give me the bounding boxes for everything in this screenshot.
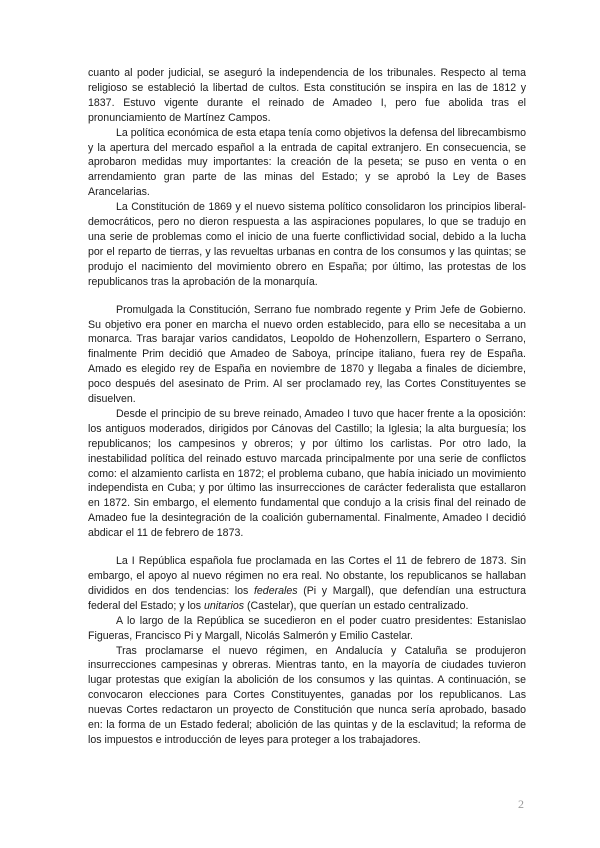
page-number: 2 (518, 797, 524, 811)
paragraph-serrano-regent: Promulgada la Constitución, Serrano fue nombrado regente y Prim Jefe de Gobierno. Su objetivo era poner en marcha el nuevo orden establecido, para ello se necesitaba a un monarca. Tras barajar varios candidatos, Leopoldo de Hohenzollern, Espartero o Serrano, finalmente Prim decidió que Amadeo de Saboya, príncipe italiano, fuera rey de España. Amado es elegido rey de España en noviembre de 1870 y llegaba a finales de diciembre, poco después del asesinato de Prim. Al ser proclamado rey, las Cortes Constituyentes se disuelven. (88, 303, 526, 406)
federales-term: federales (253, 584, 298, 597)
republic-text-start: La I República española fue proclamada en las Cortes el 11 de febrero de 1873. Sin embargo, el apoyo al nuevo régimen no era real. No obstante, los republicanos se hallaban divididos en dos tendencias: los (88, 555, 526, 597)
paragraph-constitution-1869: La Constitución de 1869 y el nuevo sistema político consolidaron los principios liberal-democráticos, pero no dieron respuesta a las aspiraciones populares, lo que se tradujo en una serie de problemas como el inicio de una fuerte conflictividad social, debido a la lucha por el reparto de tierras, y las revueltas urbanas en contra de los consumos y las quintas; se produjo el nacimiento del movimiento obrero en España; por último, las protestas de los republicanos tras la aprobación de la monarquía. (88, 201, 526, 288)
paragraph-judicial-religion: cuanto al poder judicial, se aseguró la independencia de los tribunales. Respecto al tema religioso se estableció la libertad de cultos. Esta constitución se inspira en las de 1812 y 1837. Estuvo vigente durante el reinado de Amadeo I, pero fue abolida tras el pronunciamiento de Martínez Campos. (88, 67, 526, 124)
paragraph-amadeo-reign: Desde el principio de su breve reinado, Amadeo I tuvo que hacer frente a la oposición: los antiguos moderados, dirigidos por Cánovas del Castillo; la Iglesia; la alta burguesía; los republicanos; los campesinos y obreros; y por último los carlistas. Por otro lado, la inestabilidad política del reinado estuvo marcada principalmente por una serie de conflictos como: el alzamiento carlista en 1872; el problema cubano, que había iniciado un movimiento independista en Cuba; y por último las insurrecciones de carácter federalista que estallaron en 1872. Sin embargo, el elemento fundamental que condujo a la crisis final del reinado de Amadeo fue la desintegración de la coalición gubernamental. Finalmente, Amadeo I decidió abdicar el 11 de febrero de 1873. (88, 407, 526, 540)
republic-text-middle: (Pi y Margall), que defendían una estructura federal del Estado; y los (88, 584, 527, 612)
paragraph-insurrections: Tras proclamarse el nuevo régimen, en Andalucía y Cataluña se produjeron insurrecciones campesinas y obreras. Mientras tanto, en la mayoría de ciudades tuvieron lugar protestas que exigían la abolición de los consumos y las quintas. A continuación, se convocaron elecciones para Cortes Constituyentes, ganadas por los republicanos. Las nuevas Cortes redactaron un proyecto de Constitución que nunca sería aprobado, basado en: la forma de un Estado federal; abolición de las quintas y de la esclavitud; la reforma de los impuestos e introducción de leyes para proteger a los trabajadores. (88, 644, 526, 746)
unitarios-term: unitarios (204, 599, 245, 612)
republic-text-end: (Castelar), que querían un estado centralizado. (244, 599, 469, 612)
paragraph-presidents: A lo largo de la República se sucedieron en el poder cuatro presidentes: Estanislao Figueras, Francisco Pi y Margall, Nicolás Salmerón y Emilio Castelar. (88, 614, 526, 642)
paragraph-first-republic (88, 554, 526, 614)
document-body (88, 66, 526, 748)
paragraph-economic-policy: La política económica de esta etapa tenía como objetivos la defensa del librecambismo y la apertura del mercado español a la entrada de capital extranjero. En consecuencia, se aprobaron medidas muy importantes: la creación de la peseta; se puso en venta o en arrendamiento gran parte de las minas del Estado; y se aprobó la Ley de Bases Arancelarias. (88, 126, 526, 199)
